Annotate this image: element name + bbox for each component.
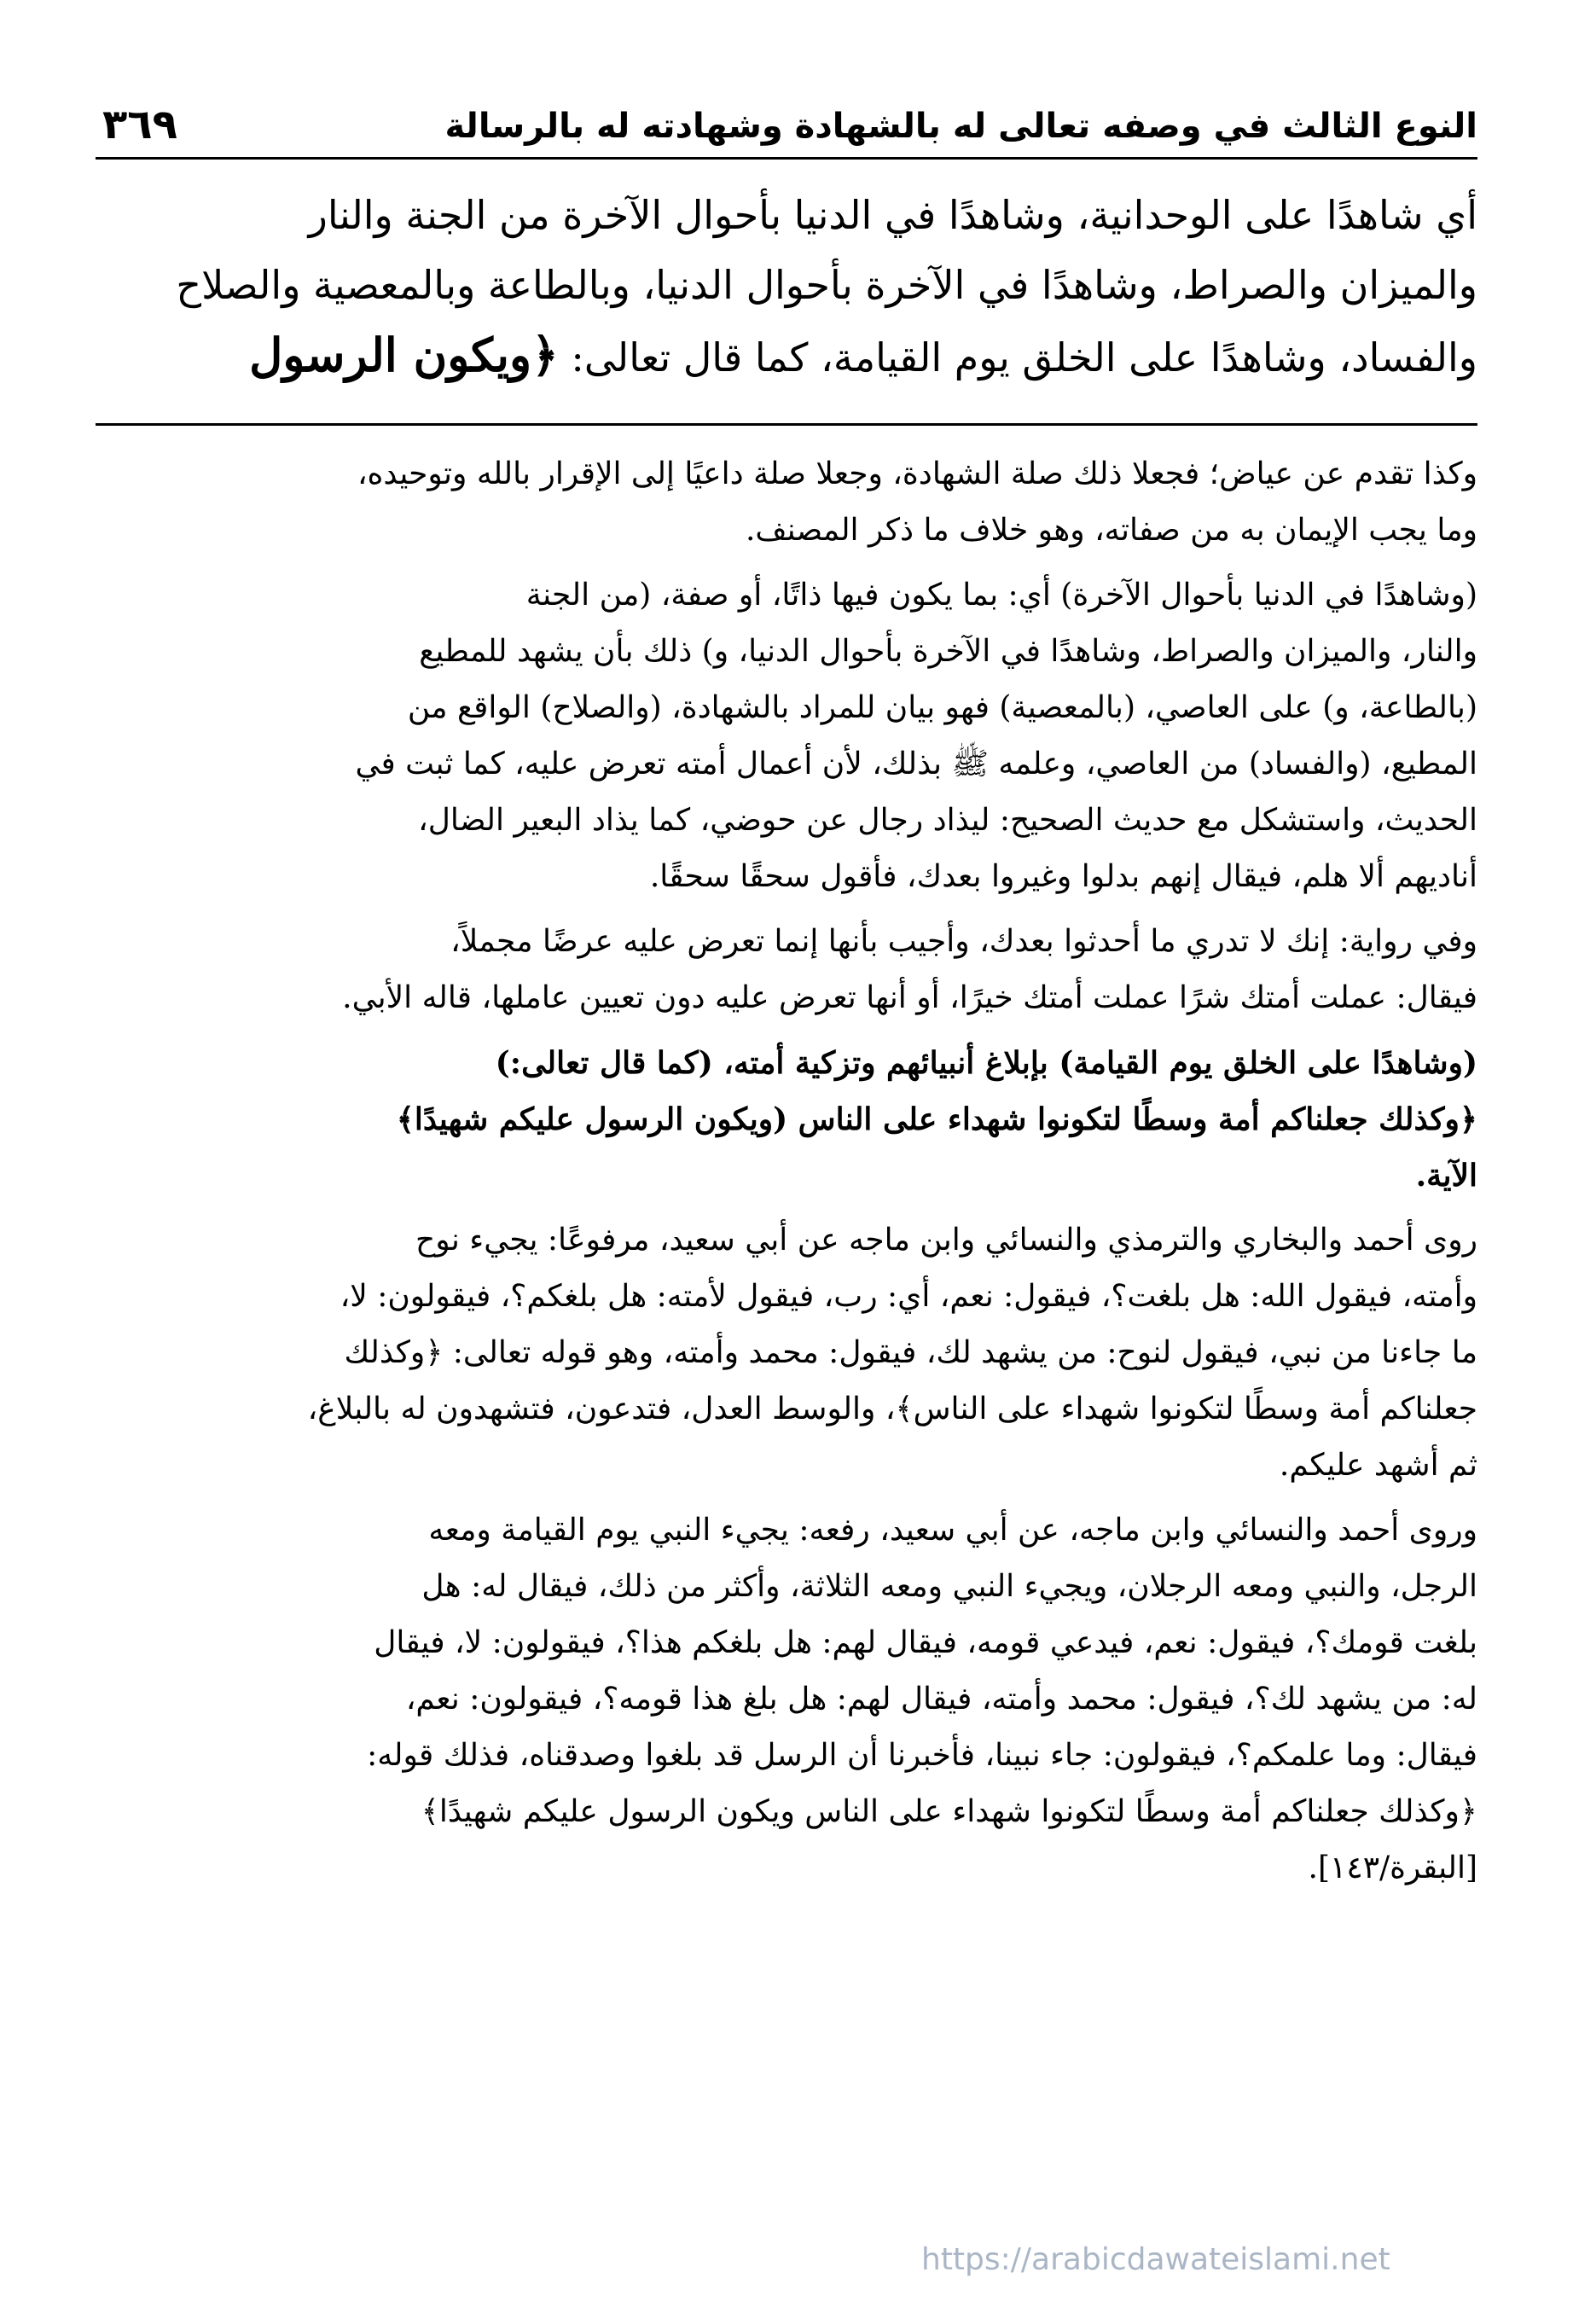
commentary-line: الحديث، واستشكل مع حديث الصحيح: ليذاد رجال عن حوضي، كما يذاد البعير الضال،	[418, 803, 1477, 838]
commentary-line: والنار، والميزان والصراط، وشاهدًا في الآخرة بأحوال الدنيا، و) ذلك بأن يشهد للمطيع	[419, 634, 1477, 669]
commentary-paragraph	[96, 567, 1477, 905]
commentary-line: فيقال: وما علمكم؟، فيقولون: جاء نبينا، فأخبرنا أن الرسل قد بلغوا وصدقناه، فذلك قوله:	[367, 1738, 1477, 1773]
main-text-segment: والفساد، وشاهدًا على الخلق يوم القيامة، كما قال تعالى:	[558, 334, 1477, 381]
commentary-line: له: من يشهد لك؟، فيقول: محمد وأمته، فيقال لهم: هل بلغ هذا قومه؟، فيقولون: نعم،	[405, 1682, 1477, 1717]
running-header	[96, 73, 1477, 160]
commentary-line: فيقال: عملت أمتك شرًا عملت أمتك خيرًا، أو أنها تعرض عليه دون تعيين عاملها، قاله الأبي.	[342, 980, 1477, 1015]
commentary-line: وكذا تقدم عن عياض؛ فجعلا ذلك صلة الشهادة، وجعلا صلة داعيًا إلى الإقرار بالله وتوحيده،	[357, 456, 1477, 491]
commentary-paragraph	[96, 1035, 1477, 1204]
commentary-line: (وشاهدًا في الدنيا بأحوال الآخرة) أي: بما يكون فيها ذاتًا، أو صفة، (من الجنة	[525, 578, 1477, 613]
header-title: النوع الثالث في وصفه تعالى له بالشهادة وشهادته له بالرسالة	[444, 107, 1477, 146]
commentary	[96, 446, 1477, 1897]
main-text-line	[96, 320, 1477, 392]
main-text	[96, 180, 1477, 392]
commentary-line: وروى أحمد والنسائي وابن ماجه، عن أبي سعيد، رفعه: يجيء النبي يوم القيامة ومعه	[428, 1513, 1477, 1548]
commentary-line: ثم أشهد عليكم.	[1279, 1448, 1477, 1483]
commentary-line: المطيع، (والفساد) من العاصي، وعلمه ﷺ بذلك، لأن أعمال أمته تعرض عليه، كما ثبت في	[355, 747, 1477, 781]
commentary-line: جعلناكم أمة وسطًا لتكونوا شهداء على الناس﴾، والوسط العدل، فتدعون، فتشهدون له بالبلاغ،	[307, 1391, 1477, 1426]
commentary-line: وما يجب الإيمان به من صفاته، وهو خلاف ما ذكر المصنف.	[745, 513, 1477, 548]
commentary-line: أناديهم ألا هلم، فيقال إنهم بدلوا وغيروا بعدك، فأقول سحقًا سحقًا.	[649, 859, 1477, 894]
commentary-paragraph	[96, 1212, 1477, 1494]
commentary-line: بلغت قومك؟، فيقول: نعم، فيدعي قومه، فيقال لهم: هل بلغكم هذا؟، فيقولون: لا، فيقال	[374, 1625, 1477, 1660]
footnote-divider	[96, 423, 1477, 426]
commentary-paragraph	[96, 914, 1477, 1026]
commentary-line: ﴿وكذلك جعلناكم أمة وسطًا لتكونوا شهداء على الناس ويكون الرسول عليكم شهيدًا﴾	[421, 1794, 1477, 1829]
watermark-url: https://arabicdawateislami.net	[921, 2242, 1390, 2277]
main-text-line: والميزان والصراط، وشاهدًا في الآخرة بأحوال الدنيا، وبالطاعة وبالمعصية والصلاح	[176, 262, 1477, 308]
quran-quote: ﴿ويكون الرسول	[249, 328, 559, 382]
commentary-line: وفي رواية: إنك لا تدري ما أحدثوا بعدك، وأجيب بأنها إنما تعرض عليه عرضًا مجملاً،	[450, 924, 1477, 959]
main-text-line: أي شاهدًا على الوحدانية، وشاهدًا في الدنيا بأحوال الآخرة من الجنة والنار	[308, 192, 1477, 238]
commentary-line: (وشاهدًا على الخلق يوم القيامة) بإبلاغ أنبيائهم وتزكية أمته، (كما قال تعالى:)	[495, 1045, 1477, 1081]
page-number: ٣٦٩	[102, 101, 177, 148]
commentary-line: ما جاءنا من نبي، فيقول لنوح: من يشهد لك، فيقول: محمد وأمته، وهو قوله تعالى: ﴿وكذلك	[344, 1335, 1477, 1370]
commentary-line: ﴿وكذلك جعلناكم أمة وسطًا لتكونوا شهداء على الناس (ويكون الرسول عليكم شهيدًا﴾	[396, 1101, 1477, 1137]
commentary-line: [البقرة/١٤٣].	[1308, 1850, 1477, 1885]
commentary-line: وأمته، فيقول الله: هل بلغت؟، فيقول: نعم، أي: رب، فيقول لأمته: هل بلغكم؟، فيقولون: لا،	[340, 1279, 1477, 1314]
commentary-paragraph	[96, 446, 1477, 559]
commentary-line: الرجل، والنبي ومعه الرجلان، ويجيء النبي ومعه الثلاثة، وأكثر من ذلك، فيقال له: هل	[421, 1569, 1477, 1604]
commentary-paragraph	[96, 1502, 1477, 1897]
commentary-line: روى أحمد والبخاري والترمذي والنسائي وابن ماجه عن أبي سعيد، مرفوعًا: يجيء نوح	[415, 1223, 1477, 1258]
commentary-line: الآية.	[1415, 1158, 1477, 1194]
commentary-line: (بالطاعة، و) على العاصي، (بالمعصية) فهو بيان للمراد بالشهادة، (والصلاح) الواقع من	[407, 690, 1477, 725]
